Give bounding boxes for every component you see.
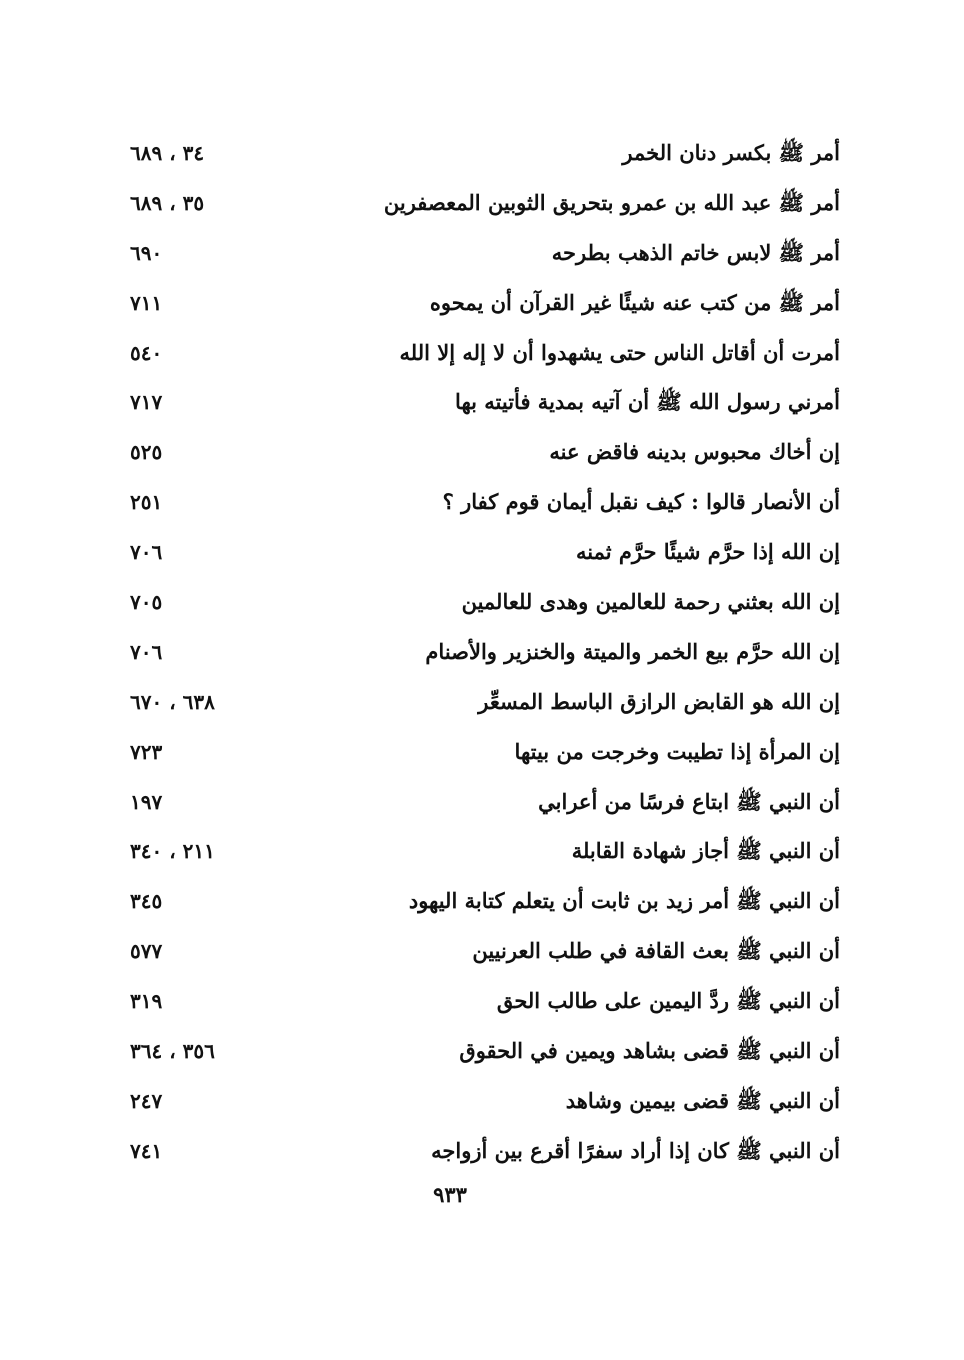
index-entry bbox=[130, 529, 840, 579]
page-references: ٢١١ ، ٣٤٠ bbox=[130, 839, 215, 864]
page-references: ٢٥١ bbox=[130, 490, 163, 515]
page-references: ٣٥ ، ٦٨٩ bbox=[130, 190, 205, 215]
index-entry bbox=[130, 828, 840, 878]
page-references: ٦٣٨ ، ٦٧٠ bbox=[130, 689, 215, 714]
page-references: ٦٩٠ bbox=[130, 240, 163, 265]
page-number: ٩٣٣ bbox=[433, 1182, 467, 1207]
hadith-text: أن النبي ﷺ ردَّ اليمين على طالب الحق bbox=[496, 988, 840, 1014]
page-references: ٧٠٦ bbox=[130, 639, 163, 664]
hadith-text: أن النبي ﷺ كان إذا أراد سفرًا أقرع بين أزواجه bbox=[431, 1137, 840, 1163]
index-entry bbox=[130, 1078, 840, 1128]
index-entry bbox=[130, 280, 840, 330]
page-references: ٣٤٥ bbox=[130, 889, 163, 914]
page-references: ٧٤١ bbox=[130, 1138, 163, 1163]
index-entry bbox=[130, 330, 840, 380]
page-references: ٧١٧ bbox=[130, 390, 163, 415]
hadith-text: إن الله حرَّم بيع الخمر والميتة والخنزير والأصنام bbox=[425, 638, 840, 664]
hadith-text: أمر ﷺ من كتب عنه شيئًا غير القرآن أن يمحوه bbox=[429, 289, 840, 315]
page-references: ٥٧٧ bbox=[130, 939, 163, 964]
hadith-text: إن المرأة إذا تطيبت وخرجت من بيتها bbox=[514, 738, 840, 764]
page-references: ٧٠٦ bbox=[130, 540, 163, 565]
hadith-text: أمرت أن أقاتل الناس حتى يشهدوا أن لا إله إلا الله bbox=[399, 339, 840, 365]
index-entry bbox=[130, 579, 840, 629]
hadith-text: إن الله إذا حرَّم شيئًا حرَّم ثمنه bbox=[576, 539, 840, 565]
page-references: ٥٢٥ bbox=[130, 440, 163, 465]
page-references: ١٩٧ bbox=[130, 789, 163, 814]
hadith-text: أمر ﷺ عبد الله بن عمرو بتحريق الثوبين المعصفرين bbox=[383, 189, 840, 215]
index-entry bbox=[130, 479, 840, 529]
hadith-text: أن الأنصار قالوا : كيف نقبل أيمان قوم كفار ؟ bbox=[442, 489, 840, 515]
index-entry bbox=[130, 978, 840, 1028]
hadith-text: أن النبي ﷺ قضى بيمين وشاهد bbox=[565, 1087, 840, 1113]
hadith-text: أن النبي ﷺ ابتاع فرسًا من أعرابي bbox=[538, 788, 840, 814]
index-entry bbox=[130, 679, 840, 729]
hadith-text: أمرني رسول الله ﷺ أن آتيه بمدية فأتيته بها bbox=[455, 389, 840, 415]
page-references: ٧٢٣ bbox=[130, 739, 163, 764]
hadith-text: إن الله هو القابض الرازق الباسط المسعِّر bbox=[478, 688, 840, 714]
index-entry bbox=[130, 1128, 840, 1178]
hadith-index-list bbox=[130, 130, 840, 1178]
index-entry bbox=[130, 629, 840, 679]
page-references: ٧٠٥ bbox=[130, 590, 163, 615]
page-references: ٧١١ bbox=[130, 290, 163, 315]
index-entry bbox=[130, 779, 840, 829]
index-entry bbox=[130, 130, 840, 180]
index-entry bbox=[130, 878, 840, 928]
page-references: ٣٤ ، ٦٨٩ bbox=[130, 141, 205, 165]
page-references: ٢٤٧ bbox=[130, 1088, 163, 1113]
hadith-text: أن النبي ﷺ قضى بشاهد ويمين في الحقوق bbox=[459, 1038, 840, 1064]
index-entry bbox=[130, 379, 840, 429]
index-entry bbox=[130, 1028, 840, 1078]
hadith-text: أن النبي ﷺ أجاز شهادة القابلة bbox=[571, 838, 840, 864]
index-entry bbox=[130, 180, 840, 230]
hadith-text: أن النبي ﷺ بعث القافة في طلب العرنيين bbox=[472, 938, 840, 964]
hadith-text: أن النبي ﷺ أمر زيد بن ثابت أن يتعلم كتابة اليهود bbox=[408, 888, 840, 914]
hadith-text: إن أخاك محبوس بدينه فاقض عنه bbox=[549, 439, 840, 465]
hadith-text: أمر ﷺ بكسر دنان الخمر bbox=[622, 140, 840, 165]
index-entry bbox=[130, 928, 840, 978]
hadith-text: أمر ﷺ لابس خاتم الذهب بطرحه bbox=[551, 239, 840, 265]
hadith-text: إن الله بعثني رحمة للعالمين وهدى للعالمين bbox=[461, 589, 840, 615]
page-references: ٥٤٠ bbox=[130, 340, 163, 365]
page-references: ٣١٩ bbox=[130, 989, 163, 1014]
index-entry bbox=[130, 429, 840, 479]
page-references: ٣٥٦ ، ٣٦٤ bbox=[130, 1039, 215, 1064]
index-entry bbox=[130, 729, 840, 779]
index-entry bbox=[130, 230, 840, 280]
